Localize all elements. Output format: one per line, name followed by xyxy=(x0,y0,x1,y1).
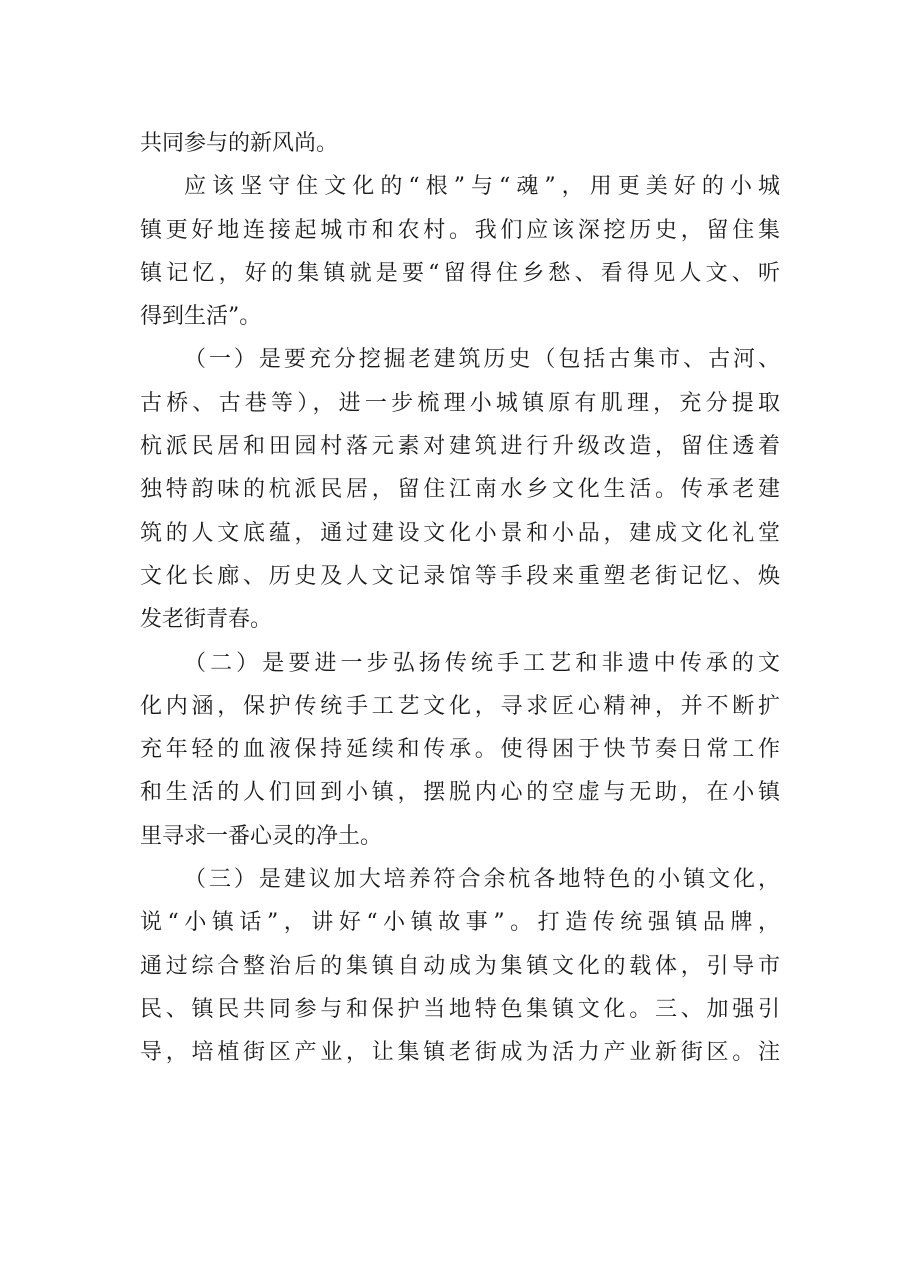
text-line: 通过综合整治后的集镇自动成为集镇文化的载体，引导市 xyxy=(140,953,780,979)
text-line: 和生活的人们回到小镇，摆脱内心的空虚与无助，在小镇 xyxy=(140,780,780,806)
text-line: （二）是要进一步弘扬传统手工艺和非遗中传承的文 xyxy=(184,650,780,676)
text-line: （三）是建议加大培养符合余杭各地特色的小镇文化， xyxy=(184,867,780,893)
text-line: 说“小镇话”，讲好“小镇故事”。打造传统强镇品牌， xyxy=(140,910,780,936)
text-line: 化内涵，保护传统手工艺文化，寻求匠心精神，并不断扩 xyxy=(140,693,780,719)
document-body xyxy=(140,122,780,1075)
text-line: 独特韵味的杭派民居，留住江南水乡文化生活。传承老建 xyxy=(140,477,780,503)
text-line: 里寻求一番心灵的净土。 xyxy=(140,823,383,849)
text-line: 古桥、古巷等），进一步梳理小城镇原有肌理，充分提取 xyxy=(140,390,780,416)
text-line: 充年轻的血液保持延续和传承。使得困于快节奏日常工作 xyxy=(140,737,780,763)
text-line: （一）是要充分挖掘老建筑历史（包括古集市、古河、 xyxy=(184,347,780,373)
text-line: 应该坚守住文化的“根”与“魂”，用更美好的小城 xyxy=(184,174,780,200)
text-line: 文化长廊、历史及人文记录馆等手段来重塑老街记忆、焕 xyxy=(140,563,780,589)
text-line: 镇更好地连接起城市和农村。我们应该深挖历史，留住集 xyxy=(140,217,780,243)
text-line: 民、镇民共同参与和保护当地特色集镇文化。三、加强引 xyxy=(140,996,780,1022)
text-line: 导，培植街区产业，让集镇老街成为活力产业新街区。注 xyxy=(140,1040,780,1066)
text-line: 镇记忆，好的集镇就是要“留得住乡愁、看得见人文、听 xyxy=(140,260,780,286)
text-line: 发老街青春。 xyxy=(140,607,273,633)
text-line: 共同参与的新风尚。 xyxy=(140,131,339,156)
text-line: 得到生活”。 xyxy=(140,304,262,330)
text-line: 筑的人文底蕴，通过建设文化小景和小品，建成文化礼堂 xyxy=(140,520,780,546)
text-line: 杭派民居和田园村落元素对建筑进行升级改造，留住透着 xyxy=(140,434,780,460)
